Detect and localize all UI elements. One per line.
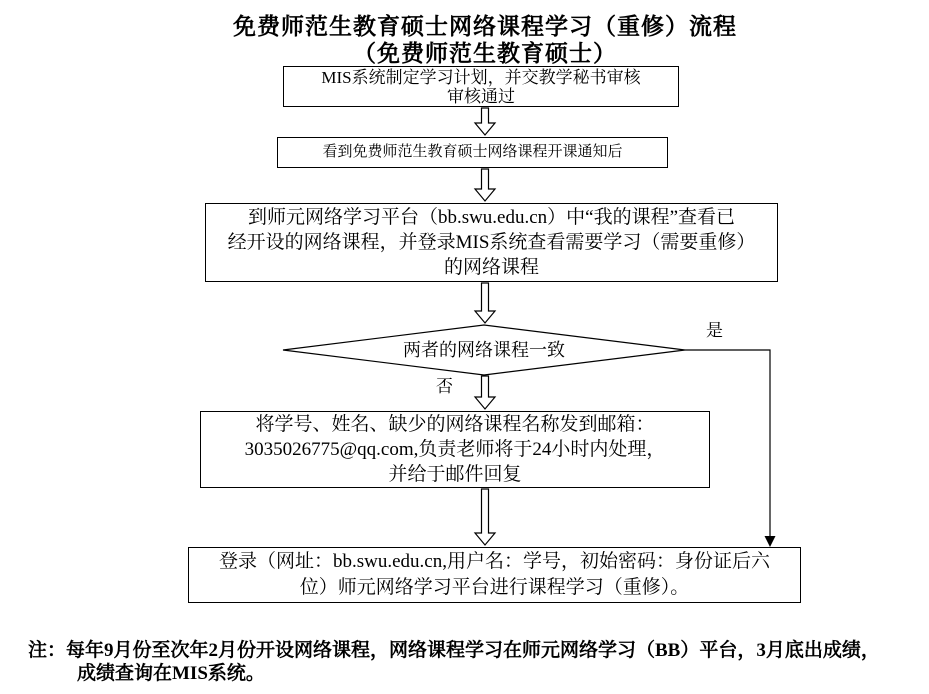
process-box-login-study-line-1: 登录（网址：bb.swu.edu.cn,用户名：学号，初始密码：身份证后六 — [219, 551, 770, 572]
process-box-notice — [277, 137, 668, 168]
process-box-check-courses — [205, 203, 778, 282]
process-box-email — [200, 411, 710, 488]
no-branch-label: 否 — [436, 377, 453, 396]
yes-branch-label: 是 — [706, 321, 723, 340]
down-arrow-5 — [475, 489, 495, 545]
process-box-notice-line-1: 看到免费师范生教育硕士网络课程开课通知后 — [322, 144, 623, 160]
process-box-email-line-1: 将学号、姓名、缺少的网络课程名称发到邮箱： — [255, 414, 655, 435]
decision-label: 两者的网络课程一致 — [403, 340, 565, 360]
down-arrow-3 — [475, 283, 495, 323]
process-box-check-courses-line-2: 经开设的网络课程，并登录MIS系统查看需要学习（需要重修） — [227, 232, 756, 253]
page-title-line-2: （免费师范生教育硕士） — [353, 41, 617, 66]
down-arrow-4 — [475, 376, 495, 409]
process-box-plan-line-2: 审核通过 — [447, 86, 515, 106]
process-box-login-study — [188, 547, 801, 603]
process-box-email-line-2: 3035026775@qq.com,负责老师将于24小时内处理， — [244, 439, 666, 460]
down-arrow-1 — [475, 108, 495, 135]
process-box-check-courses-line-3: 的网络课程 — [443, 257, 539, 278]
yes-branch-arrowhead — [765, 536, 776, 547]
process-box-login-study-line-2: 位）师元网络学习平台进行课程学习（重修）。 — [299, 577, 690, 598]
page-title — [40, 13, 929, 67]
process-box-check-courses-line-1: 到师元网络学习平台（bb.swu.edu.cn）中“我的课程”查看已 — [247, 207, 736, 228]
footnote-line-2: 成绩查询在MIS系统。 — [77, 663, 265, 684]
footnote-line-1: 注：每年9月份至次年2月份开设网络课程，网络课程学习在师元网络学习（BB）平台，3月底出成绩， — [28, 640, 880, 661]
process-box-plan-line-1: MIS系统制定学习计划，并交教学秘书审核 — [321, 67, 641, 87]
page-title-line-1: 免费师范生教育硕士网络课程学习（重修）流程 — [233, 14, 737, 39]
down-arrow-2 — [475, 169, 495, 201]
process-box-email-line-3: 并给于邮件回复 — [388, 464, 522, 485]
process-box-plan — [283, 66, 679, 107]
footnote — [28, 639, 916, 685]
